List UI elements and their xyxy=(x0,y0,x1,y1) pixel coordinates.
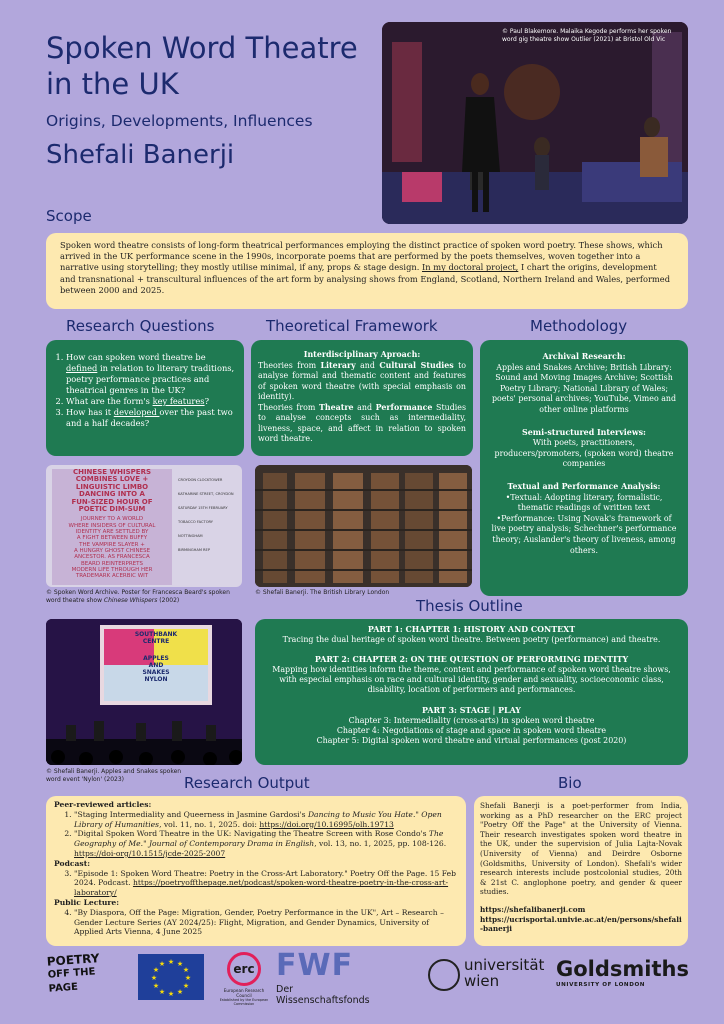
peer-reviewed-heading: Peer-reviewed articles: xyxy=(54,800,152,809)
scope-heading: Scope xyxy=(46,207,92,225)
scope-box xyxy=(46,233,688,309)
svg-text:★: ★ xyxy=(158,988,166,996)
thesis-outline-heading: Thesis Outline xyxy=(416,597,523,615)
articles-list xyxy=(54,810,458,859)
part3-item: Chapter 4: Negotiations of stage and space in spoken word theatre xyxy=(336,725,607,735)
lecture-list xyxy=(54,908,458,937)
performance-image xyxy=(46,619,242,765)
part3-item: Chapter 5: Digital spoken word theatre and virtual performances (post 2020) xyxy=(316,735,627,745)
lecture-heading: Public Lecture: xyxy=(54,897,120,907)
article-item: 2. "Digital Spoken Word Theatre in the UK: Navigating the Theatre Screen with Rose Condo's The Geography of Me." Journal of Contemporary Drama in English, vol. 13, no. 1, 2025, pp. 108-126. https://doi-org/10.1515/jcde-2025-2007 xyxy=(74,829,458,858)
podcast-item: 3. "Episode 1: Spoken Word Theatre: Poetry in the Cross-Art Laboratory." Poetry Off the Page. 15 Feb 2024. Podcast. https://poetryoffthepage.net/podcast/spoken-word-theatre-poetry-in-the-cross-art-laboratory/ xyxy=(74,869,458,898)
poster-side-column: CROYDON CLOCKTOWER KATHARINE STREET, CROYDON SATURDAY 15TH FEBRUARY TOBACCO FACTORY NOTTINGHAM BIRMINGHAM REP xyxy=(178,478,234,552)
research-question-item: 2. What are the form's key features? xyxy=(66,396,236,407)
part3-item: Chapter 3: Intermediality (cross-arts) in spoken word theatre xyxy=(348,715,595,725)
article-doi-link[interactable]: https://doi-org/10.1515/jcde-2025-2007 xyxy=(74,848,226,858)
page-title: Spoken Word Theatre in the UK xyxy=(46,31,358,101)
screen-text: SOUTHBANK CENTRE APPLES AND SNAKES NYLON xyxy=(134,631,178,683)
article-item: 1. "Staging Intermediality and Queerness in Jasmine Gardosi's Dancing to Music You Hate." Open Library of Humanities, vol. 11, no. 1, 2025. doi: https://doi.org/10.16995/olh.19713 xyxy=(74,810,458,830)
page-subtitle: Origins, Developments, Influences xyxy=(46,112,313,130)
hero-photo xyxy=(382,22,688,224)
interviews-text: With poets, practitioners, producers/promoters, (spoken word) theatre companies xyxy=(494,438,674,469)
research-questions-list xyxy=(54,352,236,429)
article-doi-link[interactable]: https://doi.org/10.16995/olh.19713 xyxy=(259,819,394,829)
scope-text-1: Spoken word theatre consists of long-form theatrical performances employing the distinct practice of spoken word poetry. These shows, which arrived in the UK performance scene in the 1990s, incorporate poems that are performed by the poets themselves, woven together into a narrative using storytelling; they mostly utilise minimal, if any, props & stage design. xyxy=(60,240,663,273)
svg-text:★: ★ xyxy=(152,966,160,974)
svg-text:★: ★ xyxy=(182,982,190,990)
performance-caption: © Shefali Banerji. Apples and Snakes spoken word event 'Nylon' (2023) xyxy=(46,768,182,783)
bio-website-link[interactable]: https://shefalibanerji.com xyxy=(480,904,586,914)
thesis-outline-box xyxy=(255,619,688,765)
svg-text:★: ★ xyxy=(167,958,175,966)
interviews-heading: Semi-structured Interviews: xyxy=(522,427,646,437)
archival-text: Apples and Snakes Archive; British Library: Sound and Moving Images Archive; Scottish Poetry Library; National Library of Wales; poets' personal archives; YouTube, Vimeo and other online platforms xyxy=(491,362,677,414)
lecture-item: 4. "By Diaspora, Off the Page: Migration, Gender, Poetry Performance in the UK", Art – Research – Gender Lecture Series (AY 2024/25): Flight, Migration, and Gender Dynamics, University of Applied Arts Vienna, 4 June 2025 xyxy=(74,908,458,937)
research-questions-heading: Research Questions xyxy=(66,317,215,335)
part1-text: Tracing the dual heritage of spoken word theatre. Between poetry (performance) and theatre. xyxy=(282,635,661,645)
scope-text-2: I chart the origins, development and transnational + transcultural influences of the art form by analysing shows from England, Scotland, Northern Ireland and Wales, performed between 2000 and 2025. xyxy=(60,262,671,295)
fwf-logo: FWF Der Wissenschaftsfonds xyxy=(276,948,370,1006)
library-image xyxy=(255,465,472,587)
stage-illustration xyxy=(382,22,688,224)
archival-heading: Archival Research: xyxy=(542,352,626,361)
research-question-item: 3. How has it developed over the past two and a half decades? xyxy=(66,407,236,429)
framework-paragraph-1: Theories from Literary and Cultural Studies to analyse formal and thematic content and features of spoken word theatre (with special emphasis on identity). xyxy=(258,360,466,401)
podcast-list xyxy=(54,869,458,898)
poetry-off-the-page-logo: POETRY OFF THE PAGE xyxy=(46,951,100,995)
scope-project-link[interactable]: In my doctoral project, xyxy=(422,262,519,273)
framework-paragraph-2: Theories from Theatre and Performance Studies to analyse concepts such as intermediality, liveness, space, and affect in relation to spoken word theatre. xyxy=(258,402,466,443)
hero-photo-caption: © Paul Blakemore. Malaika Kegode performs her spoken word gig theatre show Outlier (2021) at Bristol Old Vic xyxy=(502,28,672,43)
research-output-box xyxy=(46,796,466,946)
bio-box xyxy=(474,796,688,946)
part2-text: Mapping how identities inform the theme, content and performance of spoken word theatre shows, with especial emphasis on race and cultural identity, gender and sexuality, socioeconomic class, disability, location of performers and performances. xyxy=(272,665,671,695)
part1-title: PART 1: CHAPTER 1: HISTORY AND CONTEXT xyxy=(367,625,576,634)
library-caption: © Shefali Banerji. The British Library London xyxy=(255,589,390,596)
goldsmiths-logo: Goldsmiths UNIVERSITY OF LONDON xyxy=(556,957,689,988)
bio-heading: Bio xyxy=(558,774,582,792)
eu-stars-icon xyxy=(138,954,204,1000)
author-name: Shefali Banerji xyxy=(46,140,235,170)
poster-image xyxy=(46,465,242,587)
bio-text: Shefali Banerji is a poet-performer from India, working as a PhD researcher on the ERC project "Poetry Off the Page" at the University of Vienna. Their research investigates spoken word theatre in the UK, under the supervision of Julia Lajta-Novak (University of Vienna) and Deirdre Osborne (Goldsmiths, University of London). Shefali's wider research interests include postcolonial studies, 20th & 21st C. anglophone poetry, and gender & queer studies. xyxy=(480,801,682,897)
methodology-box xyxy=(480,340,688,596)
svg-text:★: ★ xyxy=(167,990,175,998)
theoretical-framework-heading: Theoretical Framework xyxy=(266,317,438,335)
research-question-item: 1. How can spoken word theatre be defined in relation to literary traditions, poetry performance practices and theatrical genres in the UK? xyxy=(66,352,236,396)
svg-text:★: ★ xyxy=(184,974,192,982)
eu-flag-logo xyxy=(138,954,204,1000)
theoretical-framework-box xyxy=(251,340,473,456)
podcast-heading: Podcast: xyxy=(54,858,91,868)
svg-text:★: ★ xyxy=(176,988,184,996)
methodology-heading: Methodology xyxy=(530,317,628,335)
framework-subheading: Interdisciplinary Aproach: xyxy=(303,350,421,359)
podcast-link[interactable]: https://poetryoffthepage.net/podcast/spoken-word-theatre-poetry-in-the-cross-art-laboratory/ xyxy=(74,878,449,898)
svg-text:★: ★ xyxy=(152,982,160,990)
research-output-heading: Research Output xyxy=(184,774,310,792)
poster-main: CHINESE WHISPERS COMBINES LOVE + LINGUISTIC LIMBO DANCING INTO A FUN-SIZED HOUR OF POETIC DIM-SUM JOURNEY TO A WORLD WHERE INSIDERS OF CULTURAL IDENTITY ARE SETTLED BY A FIGHT BETWEEN BUFFY THE VAMPIRE SLAYER + A HUNGRY GHOST CHINESE ANCESTOR. AS FRANCESCA BEARD REINTERPRETS MODERN LIFE THROUGH HER TRADEMARK ACERBIC WIT xyxy=(52,469,172,585)
part2-title: PART 2: CHAPTER 2: ON THE QUESTION OF PERFORMING IDENTITY xyxy=(314,655,629,665)
poster-caption: © Spoken Word Archive. Poster for Francesca Beard's spoken word theatre show Chinese Whispers (2002) xyxy=(46,589,230,604)
svg-text:★: ★ xyxy=(182,966,190,974)
erc-logo: erc European Research Council Established by the European Commission xyxy=(216,952,272,1012)
bio-portal-link[interactable]: https://ucrisportal.univie.ac.at/en/persons/shefali-banerji xyxy=(480,914,682,934)
analysis-heading: Textual and Performance Analysis: xyxy=(507,481,661,491)
univie-logo: universität wien xyxy=(428,955,544,999)
bookshelf-illustration xyxy=(255,465,472,587)
analysis-item: •Performance: Using Novak's framework of live poetry analysis; Schechner's performance theory; Auslander's theory of liveness, among others. xyxy=(491,513,677,555)
research-questions-box xyxy=(46,340,244,456)
univie-seal-icon xyxy=(428,959,460,991)
part3-title: PART 3: STAGE | PLAY xyxy=(422,705,521,715)
analysis-item: •Textual: Adopting literary, formalistic, thematic readings of written text xyxy=(505,492,663,513)
svg-text:★: ★ xyxy=(158,960,166,968)
svg-text:★: ★ xyxy=(150,974,158,982)
svg-text:★: ★ xyxy=(176,960,184,968)
